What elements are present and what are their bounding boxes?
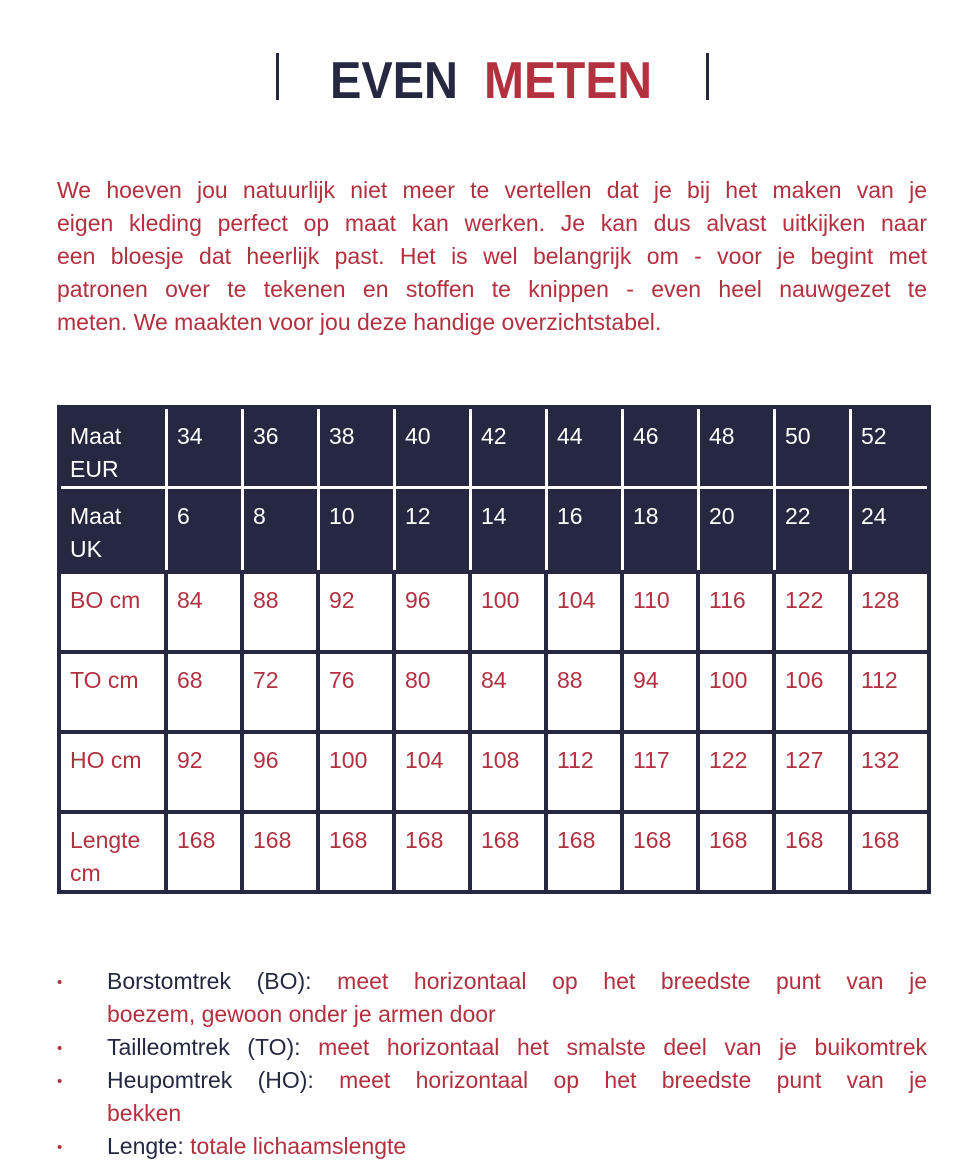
legend-description: boezem, gewoon onder je armen door [107, 1001, 496, 1027]
bullet-icon: • [57, 1073, 63, 1090]
legend-line [107, 1097, 927, 1130]
table-cell: 34 [168, 409, 244, 489]
table-cell: 36 [244, 409, 320, 489]
legend-line [107, 1130, 927, 1163]
measurement-legend [57, 965, 928, 1163]
table-cell: 168 [548, 810, 624, 890]
table-cell: 100 [472, 570, 548, 650]
intro-line: eigen kleding perfect op maat kan werken. Je kan dus alvast uitkijken naar [57, 210, 927, 236]
legend-label: Heupomtrek (HO): [107, 1067, 314, 1093]
table-cell: 108 [472, 730, 548, 810]
table-cell: 168 [320, 810, 396, 890]
table-cell: 46 [624, 409, 700, 489]
table-cell: 168 [396, 810, 472, 890]
table-cell: 112 [548, 730, 624, 810]
table-row [61, 730, 927, 810]
table-cell: 110 [624, 570, 700, 650]
table-cell: 68 [168, 650, 244, 730]
table-header-row [61, 489, 927, 570]
table-cell: 16 [548, 489, 624, 570]
table-cell: 44 [548, 409, 624, 489]
table-cell: 22 [776, 489, 852, 570]
intro-paragraph [57, 174, 927, 339]
table-cell: 168 [168, 810, 244, 890]
title-right-bar [706, 53, 709, 100]
table-header-row [61, 409, 927, 489]
table-cell: 84 [168, 570, 244, 650]
table-cell: 24 [852, 489, 927, 570]
row-header-cell [61, 409, 168, 489]
table-cell: 84 [472, 650, 548, 730]
size-table-body [61, 409, 927, 890]
table-cell: 168 [776, 810, 852, 890]
row-label: Maat UK [70, 503, 122, 562]
legend-item-lengte [57, 1130, 927, 1163]
table-cell: 132 [852, 730, 927, 810]
row-header-cell [61, 730, 168, 810]
table-row [61, 810, 927, 890]
table-cell: 127 [776, 730, 852, 810]
legend-description: bekken [107, 1100, 182, 1126]
legend-label: Lengte: [107, 1133, 184, 1159]
page-title [0, 40, 972, 120]
table-cell: 168 [700, 810, 776, 890]
table-cell: 168 [472, 810, 548, 890]
table-cell: 38 [320, 409, 396, 489]
table-cell: 14 [472, 489, 548, 570]
bullet-icon: • [57, 974, 63, 991]
row-label: HO cm [70, 747, 142, 773]
table-cell: 116 [700, 570, 776, 650]
legend-line [107, 965, 927, 998]
table-row [61, 570, 927, 650]
table-cell: 128 [852, 570, 927, 650]
size-table [57, 405, 931, 894]
bullet-icon: • [57, 1139, 63, 1156]
legend-label: Borstomtrek (BO): [107, 968, 312, 994]
table-cell: 88 [548, 650, 624, 730]
table-cell: 122 [700, 730, 776, 810]
legend-item-ho [57, 1064, 928, 1130]
table-cell: 104 [548, 570, 624, 650]
intro-line: meten. We maakten voor jou deze handige overzichtstabel. [57, 309, 662, 335]
table-cell: 112 [852, 650, 927, 730]
title-word-meten: METEN [484, 52, 652, 110]
row-label: Lengte cm [70, 827, 141, 886]
table-cell: 100 [320, 730, 396, 810]
table-cell: 80 [396, 650, 472, 730]
table-cell: 76 [320, 650, 396, 730]
legend-item-bo [57, 965, 927, 1031]
table-cell: 122 [776, 570, 852, 650]
intro-line: We hoeven jou natuurlijk niet meer te vertellen dat je bij het maken van je [57, 177, 927, 203]
table-cell: 117 [624, 730, 700, 810]
table-cell: 20 [700, 489, 776, 570]
table-cell: 12 [396, 489, 472, 570]
table-cell: 18 [624, 489, 700, 570]
table-cell: 42 [472, 409, 548, 489]
legend-line [107, 1031, 927, 1064]
row-header-cell [61, 810, 168, 890]
intro-line: patronen over te tekenen en stoffen te knippen - even heel nauwgezet te [57, 276, 927, 302]
table-cell: 50 [776, 409, 852, 489]
row-label: BO cm [70, 587, 141, 613]
title-word-even: EVEN [330, 52, 458, 110]
legend-description: totale lichaamslengte [190, 1133, 407, 1159]
table-cell: 96 [244, 730, 320, 810]
table-cell: 8 [244, 489, 320, 570]
table-cell: 96 [396, 570, 472, 650]
table-cell: 48 [700, 409, 776, 489]
legend-description: meet horizontaal op het breedste punt van je [339, 1067, 928, 1093]
table-cell: 106 [776, 650, 852, 730]
table-cell: 94 [624, 650, 700, 730]
table-cell: 52 [852, 409, 927, 489]
row-header-cell [61, 650, 168, 730]
legend-description: meet horizontaal het smalste deel van je buikomtrek [318, 1034, 928, 1060]
row-label: Maat EUR [70, 423, 122, 482]
row-label: TO cm [70, 667, 139, 693]
table-cell: 100 [700, 650, 776, 730]
table-cell: 10 [320, 489, 396, 570]
table-cell: 92 [168, 730, 244, 810]
table-cell: 6 [168, 489, 244, 570]
table-cell: 168 [624, 810, 700, 890]
title-left-bar [276, 53, 279, 100]
legend-description: meet horizontaal op het breedste punt van je [337, 968, 927, 994]
table-cell: 168 [244, 810, 320, 890]
legend-line [107, 1064, 927, 1097]
intro-line: een bloesje dat heerlijk past. Het is wel belangrijk om - voor je begint met [57, 243, 927, 269]
table-cell: 168 [852, 810, 927, 890]
legend-line [107, 998, 927, 1031]
table-row [61, 650, 927, 730]
table-cell: 92 [320, 570, 396, 650]
row-header-cell [61, 570, 168, 650]
table-cell: 104 [396, 730, 472, 810]
table-cell: 72 [244, 650, 320, 730]
row-header-cell [61, 489, 168, 570]
legend-label: Tailleomtrek (TO): [107, 1034, 301, 1060]
legend-item-to [57, 1031, 928, 1064]
table-cell: 40 [396, 409, 472, 489]
table-cell: 88 [244, 570, 320, 650]
bullet-icon: • [57, 1040, 63, 1057]
